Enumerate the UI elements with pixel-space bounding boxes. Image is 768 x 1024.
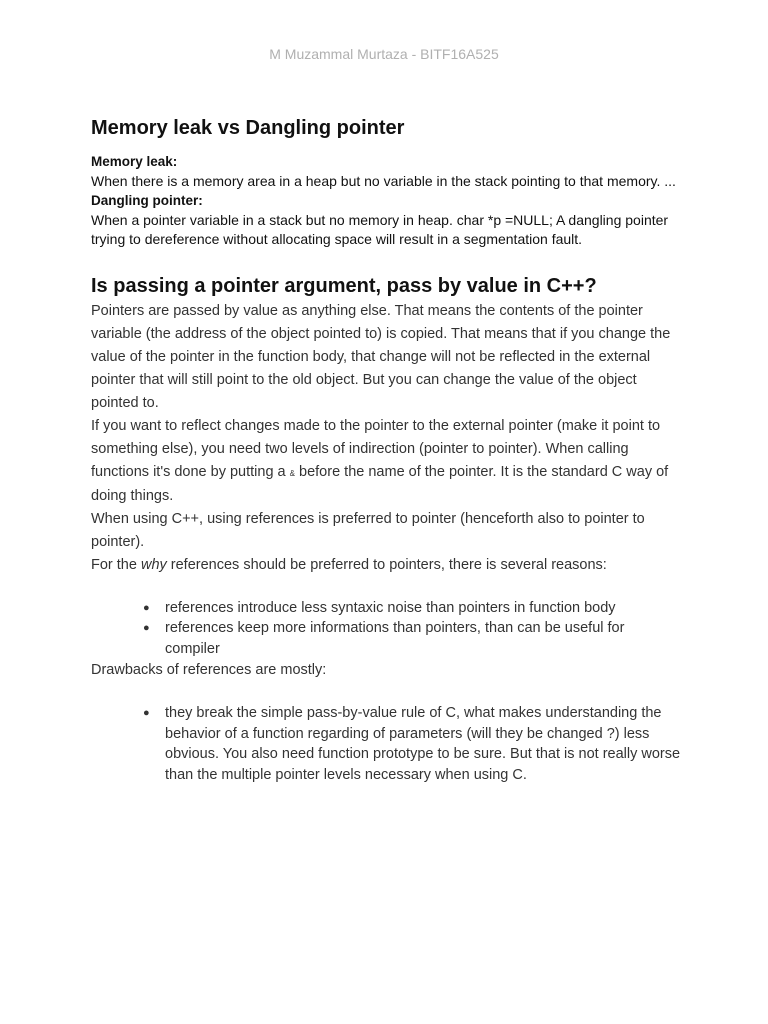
para2-text-after: before the name of the pointer. It is the standard C way of doing things.: [91, 463, 669, 504]
list-item: ● references keep more informations than pointers, than can be useful for compiler: [165, 618, 681, 659]
heading-memory-leak-vs-dangling: Memory leak vs Dangling pointer: [91, 117, 405, 139]
para4-text-before: For the: [91, 556, 141, 573]
heading-pass-by-value: Is passing a pointer argument, pass by value in C++?: [91, 274, 597, 297]
definition-dangling-pointer: When a pointer variable in a stack but no memory in heap. char *p =NULL; A dangling pointer trying to dereference without allocating space will result in a segmentation fault.: [91, 211, 669, 247]
ampersand-symbol: &: [289, 468, 295, 478]
paragraph-two-levels-indirection: [91, 415, 681, 508]
paragraph-references-preferred: When using C++, using references is preferred to pointer (henceforth also to pointer to pointer).: [91, 510, 645, 550]
document-content: [91, 114, 681, 785]
para4-text-after: references should be preferred to pointers, there is several reasons:: [166, 556, 607, 573]
paragraph-reasons-intro: [91, 554, 681, 577]
page-header-author: M Muzammal Murtaza - BITF16A525: [269, 46, 499, 62]
para4-emphasis-why: why: [140, 556, 167, 573]
paragraph-drawbacks-intro: Drawbacks of references are mostly:: [91, 662, 327, 678]
definitions-block: [91, 152, 681, 250]
list-item: ● references introduce less syntaxic noise than pointers in function body: [165, 598, 681, 619]
term-dangling-pointer: Dangling pointer:: [91, 193, 203, 208]
definition-memory-leak: When there is a memory area in a heap but no variable in the stack pointing to that memory. ...: [91, 172, 676, 189]
reasons-list: [91, 598, 681, 660]
paragraph-pointers-passed-by-value: Pointers are passed by value as anything else. That means the contents of the pointer variable (the address of the object pointed to) is copied. That means that if you change the value of the pointer in the function body, that change will not be reflected in the external pointer that will still point to the old object. But you can change the value of the object pointed to.: [91, 302, 671, 411]
drawbacks-list: [91, 703, 681, 785]
term-memory-leak: Memory leak:: [91, 154, 178, 169]
para2-text-before: If you want to reflect changes made to the pointer to the external pointer (make it point to something else), you need two levels of indirection (pointer to pointer). When calling functions it's done by putting a: [91, 417, 661, 480]
list-item: ● they break the simple pass-by-value rule of C, what makes understanding the behavior of a function regarding of parameters (will they be changed ?) less obvious. You also need function prototype to be sure. But that is not really worse than the multiple pointer levels necessary when using C.: [165, 703, 681, 785]
